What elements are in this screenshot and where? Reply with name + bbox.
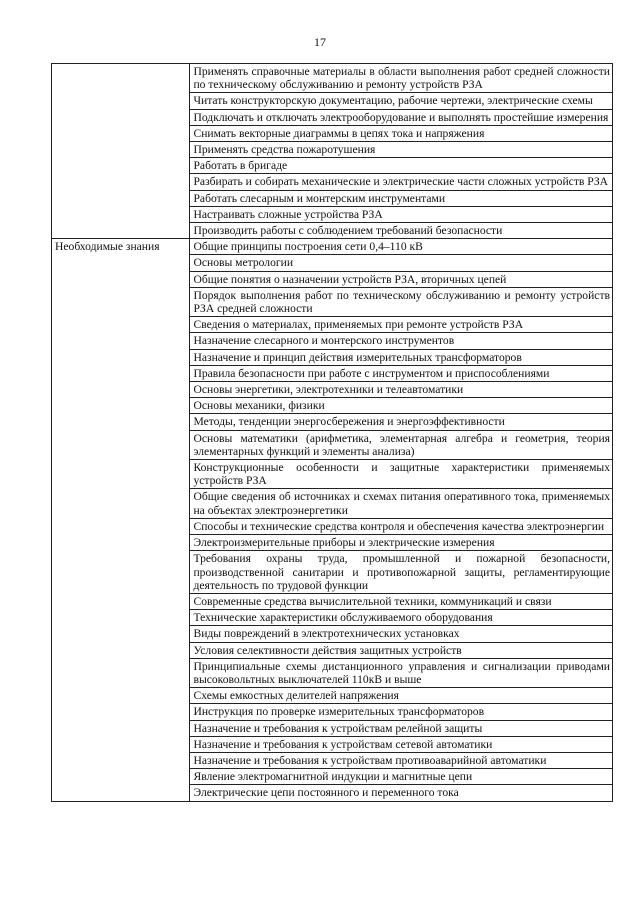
requirement-item: Основы математики (арифметика, элементарная алгебра и геометрия, теория элементарных функций и элементы анализа)	[190, 430, 613, 459]
requirement-item: Основы энергетики, электротехники и телеавтоматики	[190, 382, 613, 398]
table-row	[52, 64, 613, 93]
table-row	[52, 239, 613, 255]
requirement-item: Настраивать сложные устройства РЗА	[190, 206, 613, 222]
requirement-item: Инструкция по проверке измерительных трансформаторов	[190, 704, 613, 720]
requirement-item: Назначение и требования к устройствам противоаварийной автоматики	[190, 752, 613, 768]
requirements-table	[51, 63, 613, 802]
requirement-item: Назначение слесарного и монтерского инструментов	[190, 333, 613, 349]
requirement-item: Разбирать и собирать механические и электрические части сложных устройств РЗА	[190, 174, 613, 190]
requirement-item: Назначение и требования к устройствам релейной защиты	[190, 720, 613, 736]
requirement-item: Назначение и требования к устройствам сетевой автоматики	[190, 736, 613, 752]
page-number: 17	[314, 35, 326, 49]
requirement-item: Методы, тенденции энергосбережения и энергоэффективности	[190, 414, 613, 430]
requirement-item: Назначение и принцип действия измерительных трансформаторов	[190, 349, 613, 365]
requirement-item: Общие понятия о назначении устройств РЗА, вторичных цепей	[190, 271, 613, 287]
requirement-item: Способы и технические средства контроля и обеспечения качества электроэнергии	[190, 518, 613, 534]
requirement-item: Правила безопасности при работе с инструментом и приспособлениями	[190, 365, 613, 381]
requirement-item: Порядок выполнения работ по техническому обслуживанию и ремонту устройств РЗА средней сложности	[190, 287, 613, 316]
requirement-item: Общие сведения об источниках и схемах питания оперативного тока, применяемых на объектах электроэнергетики	[190, 489, 613, 518]
requirement-item: Условия селективности действия защитных устройств	[190, 642, 613, 658]
requirement-item: Электрические цепи постоянного и переменного тока	[190, 785, 613, 801]
requirement-item: Виды повреждений в электротехнических установках	[190, 626, 613, 642]
requirement-item: Основы метрологии	[190, 255, 613, 271]
requirement-item: Схемы емкостных делителей напряжения	[190, 688, 613, 704]
section-label	[52, 64, 190, 239]
requirement-item: Общие принципы построения сети 0,4–110 кВ	[190, 239, 613, 255]
requirement-item: Читать конструкторскую документацию, рабочие чертежи, электрические схемы	[190, 93, 613, 109]
requirement-item: Электроизмерительные приборы и электрические измерения	[190, 535, 613, 551]
requirement-item: Снимать векторные диаграммы в цепях тока и напряжения	[190, 125, 613, 141]
requirement-item: Требования охраны труда, промышленной и пожарной безопасности, производственной санитарии и противопожарной защиты, регламентирующие деятельность по трудовой функции	[190, 551, 613, 594]
section-label: Необходимые знания	[52, 239, 190, 801]
requirement-item: Работать слесарным и монтерским инструментами	[190, 190, 613, 206]
requirement-item: Конструкционные особенности и защитные характеристики применяемых устройств РЗА	[190, 460, 613, 489]
requirement-item: Современные средства вычислительной техники, коммуникаций и связи	[190, 593, 613, 609]
requirement-item: Принципиальные схемы дистанционного управления и сигнализации приводами высоковольтных выключателей 110кВ и выше	[190, 658, 613, 687]
requirement-item: Явление электромагнитной индукции и магнитные цепи	[190, 769, 613, 785]
requirements-table-body	[52, 64, 613, 802]
requirement-item: Сведения о материалах, применяемых при ремонте устройств РЗА	[190, 317, 613, 333]
requirement-item: Производить работы с соблюдением требований безопасности	[190, 223, 613, 239]
requirement-item: Подключать и отключать электрооборудование и выполнять простейшие измерения	[190, 109, 613, 125]
requirement-item: Основы механики, физики	[190, 398, 613, 414]
requirement-item: Применять справочные материалы в области выполнения работ средней сложности по техническому обслуживанию и ремонту устройств РЗА	[190, 64, 613, 93]
requirement-item: Работать в бригаде	[190, 158, 613, 174]
requirement-item: Технические характеристики обслуживаемого оборудования	[190, 610, 613, 626]
requirement-item: Применять средства пожаротушения	[190, 142, 613, 158]
